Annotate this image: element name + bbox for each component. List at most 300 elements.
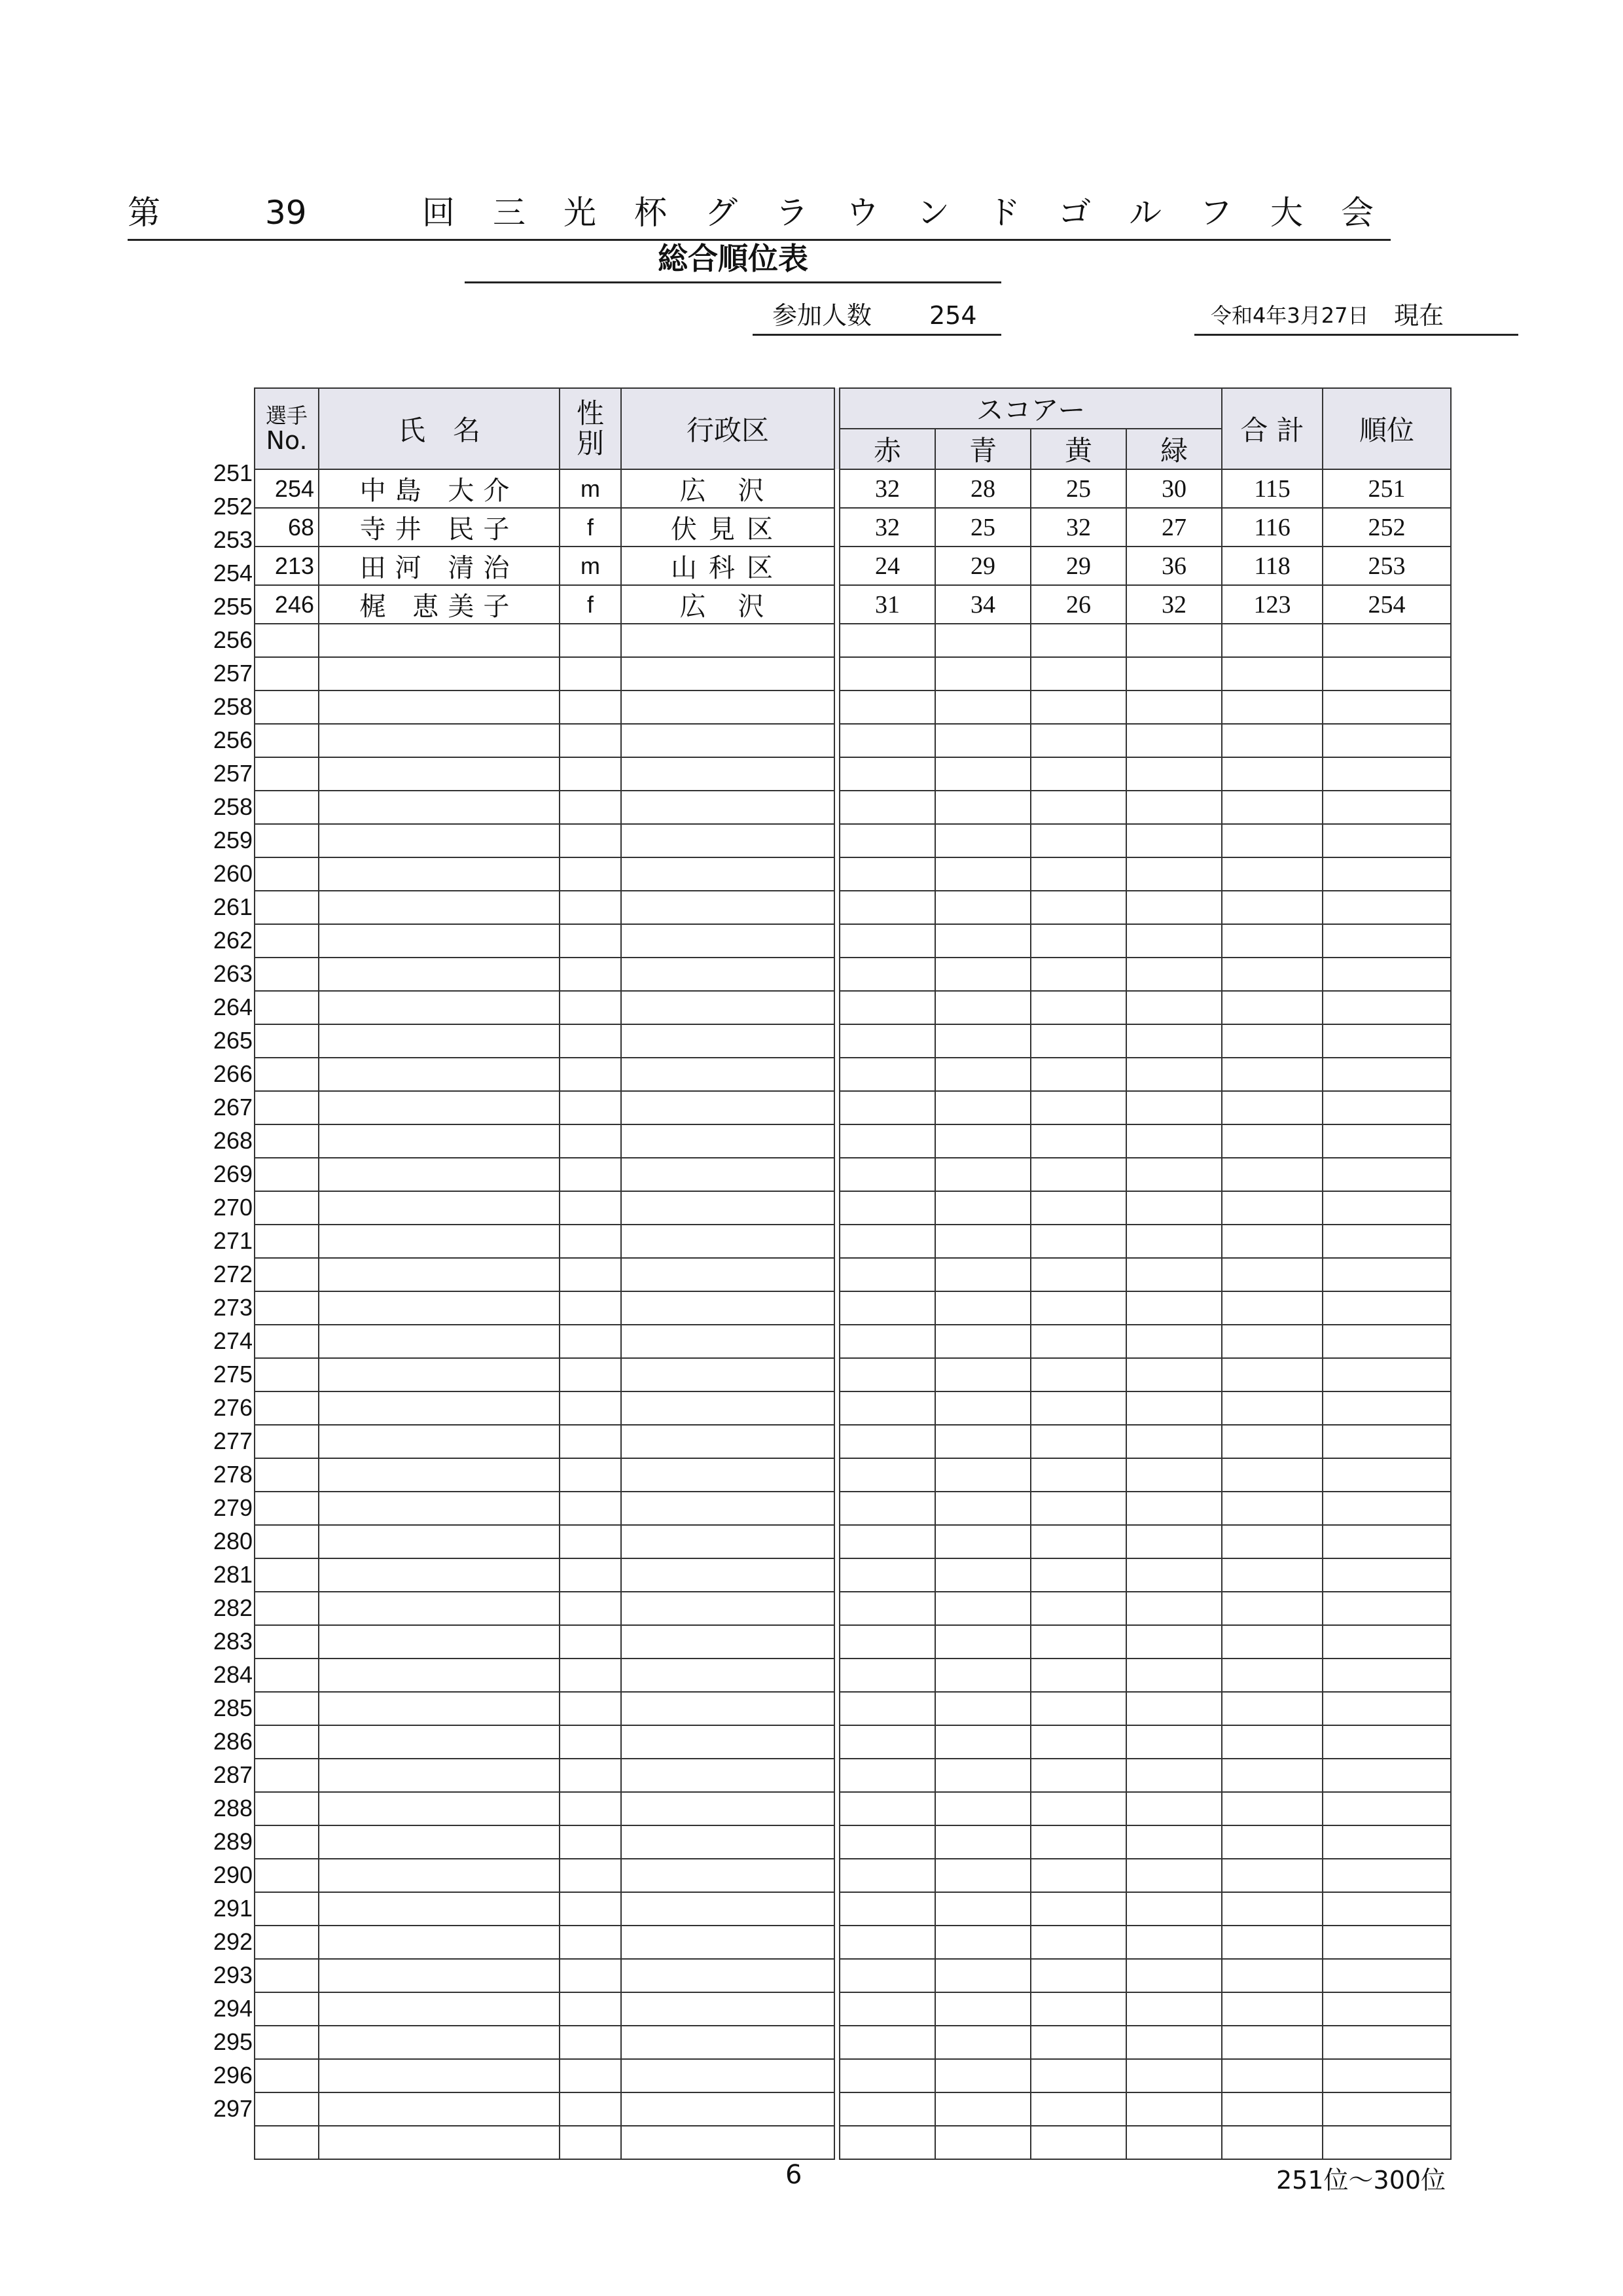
- cell-name: [319, 1659, 560, 1692]
- participants-label: 参加人数: [772, 301, 872, 330]
- row-number: 251: [213, 459, 253, 486]
- column-gap: [834, 469, 840, 508]
- column-gap: [834, 857, 840, 891]
- cell-total: [1222, 1492, 1323, 1525]
- row-number: 253: [213, 526, 253, 553]
- cell-total: [1222, 1558, 1323, 1592]
- table-row: [255, 1959, 1451, 1992]
- column-gap: [834, 657, 840, 691]
- table-row: [255, 824, 1451, 857]
- cell-red: [840, 1759, 935, 1792]
- cell-blue: [935, 1959, 1031, 1992]
- cell-rank: [1323, 1458, 1451, 1492]
- cell-blue: [935, 1992, 1031, 2026]
- cell-rank: 251: [1323, 469, 1451, 508]
- cell-name: [319, 1291, 560, 1325]
- cell-rank: [1323, 1926, 1451, 1959]
- cell-rank: [1323, 1692, 1451, 1725]
- row-number: 284: [213, 1661, 253, 1688]
- cell-player-no: [255, 1625, 319, 1659]
- cell-yellow: 25: [1031, 469, 1126, 508]
- cell-name: [319, 1792, 560, 1825]
- table-row: [255, 2092, 1451, 2126]
- cell-sex: m: [560, 547, 621, 585]
- cell-yellow: [1031, 624, 1126, 657]
- table-row: [255, 1592, 1451, 1625]
- cell-player-no: [255, 1458, 319, 1492]
- cell-blue: [935, 1792, 1031, 1825]
- cell-sex: [560, 1425, 621, 1458]
- ranking-table-body: [255, 469, 1451, 2159]
- participants-count-box: [753, 298, 1001, 336]
- cell-rank: 253: [1323, 547, 1451, 585]
- cell-player-no: 68: [255, 508, 319, 547]
- cell-player-no: [255, 724, 319, 757]
- cell-district: [621, 1058, 834, 1091]
- cell-name: [319, 624, 560, 657]
- cell-name: [319, 1091, 560, 1124]
- cell-red: 32: [840, 469, 935, 508]
- date-suffix: 現在: [1394, 301, 1444, 330]
- cell-red: [840, 1358, 935, 1391]
- cell-name: [319, 1959, 560, 1992]
- column-gap: [834, 624, 840, 657]
- cell-green: [1126, 1725, 1222, 1759]
- cell-rank: 254: [1323, 585, 1451, 624]
- cell-name: [319, 1692, 560, 1725]
- header-red: 赤: [840, 429, 935, 469]
- cell-blue: [935, 1825, 1031, 1859]
- cell-district: [621, 1091, 834, 1124]
- cell-yellow: [1031, 1825, 1126, 1859]
- cell-player-no: 254: [255, 469, 319, 508]
- cell-rank: [1323, 1558, 1451, 1592]
- cell-rank: [1323, 1391, 1451, 1425]
- cell-total: [1222, 724, 1323, 757]
- table-row: [255, 1525, 1451, 1558]
- cell-blue: [935, 1124, 1031, 1158]
- row-number: 269: [213, 1160, 253, 1187]
- cell-sex: [560, 1859, 621, 1892]
- cell-total: 118: [1222, 547, 1323, 585]
- cell-name: [319, 757, 560, 791]
- cell-district: [621, 857, 834, 891]
- cell-blue: [935, 924, 1031, 958]
- cell-total: [1222, 1291, 1323, 1325]
- column-gap: [834, 1191, 840, 1225]
- cell-sex: [560, 791, 621, 824]
- cell-player-no: [255, 657, 319, 691]
- cell-sex: [560, 1358, 621, 1391]
- row-number: 291: [213, 1895, 253, 1922]
- cell-name: [319, 1458, 560, 1492]
- cell-name: 寺井 民子: [319, 508, 560, 547]
- title-char: ラ: [776, 194, 808, 232]
- cell-sex: [560, 924, 621, 958]
- cell-green: [1126, 1291, 1222, 1325]
- cell-total: [1222, 1725, 1323, 1759]
- cell-sex: [560, 958, 621, 991]
- cell-total: [1222, 1959, 1323, 1992]
- cell-red: [840, 1558, 935, 1592]
- column-gap: [834, 2126, 840, 2159]
- column-gap: [834, 1291, 840, 1325]
- table-row: [255, 1058, 1451, 1091]
- title-number: 39: [265, 194, 307, 232]
- cell-red: [840, 1425, 935, 1458]
- cell-red: 24: [840, 547, 935, 585]
- header-sex: 性 別: [560, 388, 621, 469]
- cell-red: [840, 1625, 935, 1659]
- table-row: [255, 1158, 1451, 1191]
- table-row: [255, 2059, 1451, 2092]
- cell-sex: [560, 757, 621, 791]
- cell-total: [1222, 1258, 1323, 1291]
- title-char: 回: [422, 194, 455, 232]
- column-gap: [834, 1892, 840, 1926]
- cell-sex: [560, 1525, 621, 1558]
- cell-player-no: [255, 1358, 319, 1391]
- table-row: [255, 891, 1451, 924]
- cell-district: [621, 624, 834, 657]
- cell-sex: [560, 1258, 621, 1291]
- cell-yellow: [1031, 1425, 1126, 1458]
- cell-rank: [1323, 1825, 1451, 1859]
- cell-yellow: 29: [1031, 547, 1126, 585]
- cell-player-no: [255, 1959, 319, 1992]
- cell-district: [621, 1558, 834, 1592]
- cell-player-no: [255, 2059, 319, 2092]
- cell-sex: [560, 1825, 621, 1859]
- row-number: 296: [213, 2062, 253, 2089]
- header-player-no: 選手 No.: [255, 388, 319, 469]
- cell-district: [621, 1625, 834, 1659]
- column-gap: [834, 508, 840, 547]
- table-row: [255, 2126, 1451, 2159]
- cell-blue: [935, 1391, 1031, 1425]
- column-gap: [834, 547, 840, 585]
- cell-red: [840, 1592, 935, 1625]
- cell-district: [621, 891, 834, 924]
- cell-rank: [1323, 958, 1451, 991]
- cell-red: [840, 1992, 935, 2026]
- cell-player-no: [255, 857, 319, 891]
- cell-name: [319, 824, 560, 857]
- table-row: [255, 1692, 1451, 1725]
- table-row: [255, 1825, 1451, 1859]
- cell-district: [621, 1425, 834, 1458]
- cell-player-no: [255, 2026, 319, 2059]
- cell-player-no: [255, 1191, 319, 1225]
- cell-district: [621, 924, 834, 958]
- cell-total: [1222, 1859, 1323, 1892]
- cell-total: 116: [1222, 508, 1323, 547]
- table-row: [255, 1258, 1451, 1291]
- cell-player-no: [255, 1592, 319, 1625]
- cell-rank: [1323, 2126, 1451, 2159]
- title-char: 三: [493, 194, 526, 232]
- table-row: [255, 924, 1451, 958]
- cell-total: [1222, 924, 1323, 958]
- row-number: 293: [213, 1962, 253, 1988]
- cell-district: [621, 1692, 834, 1725]
- table-row: [255, 1759, 1451, 1792]
- cell-green: [1126, 1358, 1222, 1391]
- cell-district: [621, 1358, 834, 1391]
- cell-district: [621, 791, 834, 824]
- cell-sex: [560, 1325, 621, 1358]
- cell-red: [840, 2026, 935, 2059]
- cell-blue: [935, 2026, 1031, 2059]
- table-row: [255, 624, 1451, 657]
- cell-name: [319, 958, 560, 991]
- cell-blue: [935, 958, 1031, 991]
- cell-rank: [1323, 1191, 1451, 1225]
- row-number: 270: [213, 1194, 253, 1221]
- row-number: 282: [213, 1594, 253, 1621]
- cell-player-no: [255, 757, 319, 791]
- cell-green: [1126, 1926, 1222, 1959]
- cell-district: [621, 1992, 834, 2026]
- cell-green: [1126, 1525, 1222, 1558]
- cell-red: [840, 624, 935, 657]
- cell-player-no: [255, 1492, 319, 1525]
- cell-yellow: [1031, 1959, 1126, 1992]
- cell-red: [840, 857, 935, 891]
- cell-district: [621, 1659, 834, 1692]
- table-row: [255, 724, 1451, 757]
- page-range: 251位～300位: [1276, 2166, 1446, 2195]
- cell-red: [840, 2126, 935, 2159]
- row-number: 265: [213, 1027, 253, 1054]
- table-row: [255, 757, 1451, 791]
- column-gap: [834, 1358, 840, 1391]
- cell-sex: [560, 824, 621, 857]
- cell-total: [1222, 624, 1323, 657]
- row-number: 267: [213, 1094, 253, 1121]
- cell-blue: [935, 724, 1031, 757]
- cell-sex: f: [560, 585, 621, 624]
- cell-total: [1222, 1458, 1323, 1492]
- cell-yellow: [1031, 1258, 1126, 1291]
- cell-blue: [935, 1358, 1031, 1391]
- cell-district: [621, 1759, 834, 1792]
- cell-sex: [560, 1024, 621, 1058]
- cell-yellow: [1031, 824, 1126, 857]
- cell-red: [840, 757, 935, 791]
- cell-rank: [1323, 891, 1451, 924]
- title-char: ウ: [846, 194, 879, 232]
- cell-player-no: [255, 1892, 319, 1926]
- cell-total: [1222, 1625, 1323, 1659]
- cell-player-no: [255, 2126, 319, 2159]
- cell-blue: 28: [935, 469, 1031, 508]
- cell-total: [1222, 1692, 1323, 1725]
- cell-red: [840, 791, 935, 824]
- cell-green: [1126, 824, 1222, 857]
- cell-blue: [935, 2126, 1031, 2159]
- cell-green: [1126, 1492, 1222, 1525]
- cell-green: [1126, 1458, 1222, 1492]
- cell-yellow: [1031, 1692, 1126, 1725]
- cell-yellow: [1031, 1625, 1126, 1659]
- cell-sex: [560, 1225, 621, 1258]
- title-char: ン: [917, 194, 950, 232]
- row-number: 283: [213, 1628, 253, 1655]
- cell-blue: [935, 1692, 1031, 1725]
- row-number: 288: [213, 1795, 253, 1821]
- cell-name: [319, 1058, 560, 1091]
- cell-green: [1126, 1091, 1222, 1124]
- row-number: 258: [213, 793, 253, 820]
- table-row: [255, 2026, 1451, 2059]
- cell-name: [319, 1492, 560, 1525]
- cell-green: [1126, 1024, 1222, 1058]
- cell-red: [840, 891, 935, 924]
- table-row: [255, 1492, 1451, 1525]
- cell-district: [621, 2059, 834, 2092]
- header-name: 氏 名: [319, 388, 560, 469]
- ranking-table: [254, 387, 1452, 2160]
- cell-red: [840, 1725, 935, 1759]
- cell-green: [1126, 2059, 1222, 2092]
- cell-yellow: [1031, 2126, 1126, 2159]
- cell-yellow: [1031, 724, 1126, 757]
- column-gap: [834, 1492, 840, 1525]
- cell-total: [1222, 2059, 1323, 2092]
- cell-sex: [560, 691, 621, 724]
- cell-green: [1126, 1425, 1222, 1458]
- cell-district: [621, 1525, 834, 1558]
- cell-blue: [935, 1225, 1031, 1258]
- row-number: 287: [213, 1761, 253, 1788]
- cell-green: [1126, 1792, 1222, 1825]
- cell-red: [840, 1191, 935, 1225]
- cell-sex: [560, 2059, 621, 2092]
- cell-sex: [560, 857, 621, 891]
- cell-red: [840, 1124, 935, 1158]
- row-number: 256: [213, 626, 253, 653]
- cell-district: [621, 1892, 834, 1926]
- table-row: [255, 657, 1451, 691]
- cell-sex: [560, 1759, 621, 1792]
- cell-rank: [1323, 924, 1451, 958]
- table-row: [255, 547, 1451, 585]
- cell-total: [1222, 1391, 1323, 1425]
- header-score: スコアー: [840, 388, 1222, 429]
- cell-name: [319, 1258, 560, 1291]
- cell-total: [1222, 1325, 1323, 1358]
- row-number: 261: [213, 893, 253, 920]
- cell-total: 123: [1222, 585, 1323, 624]
- cell-yellow: [1031, 657, 1126, 691]
- cell-district: [621, 1725, 834, 1759]
- table-row: [255, 1458, 1451, 1492]
- cell-sex: [560, 1158, 621, 1191]
- title-char: ゴ: [1058, 194, 1091, 232]
- cell-name: 田河 清治: [319, 547, 560, 585]
- table-row: [255, 1625, 1451, 1659]
- cell-yellow: [1031, 2092, 1126, 2126]
- cell-total: [1222, 1091, 1323, 1124]
- title-char: グ: [705, 194, 738, 232]
- cell-rank: [1323, 2059, 1451, 2092]
- cell-red: [840, 924, 935, 958]
- cell-blue: [935, 1291, 1031, 1325]
- cell-yellow: [1031, 757, 1126, 791]
- row-number: 289: [213, 1828, 253, 1855]
- cell-yellow: [1031, 1191, 1126, 1225]
- cell-red: [840, 724, 935, 757]
- column-gap: [834, 958, 840, 991]
- cell-blue: 34: [935, 585, 1031, 624]
- cell-name: [319, 1859, 560, 1892]
- column-gap: [834, 1091, 840, 1124]
- cell-name: [319, 1759, 560, 1792]
- cell-blue: [935, 2092, 1031, 2126]
- cell-name: [319, 657, 560, 691]
- cell-rank: [1323, 857, 1451, 891]
- cell-yellow: [1031, 691, 1126, 724]
- row-number: 286: [213, 1728, 253, 1755]
- table-row: [255, 1091, 1451, 1124]
- cell-rank: [1323, 1325, 1451, 1358]
- cell-blue: [935, 1659, 1031, 1692]
- cell-sex: [560, 991, 621, 1024]
- cell-yellow: [1031, 1024, 1126, 1058]
- column-gap: [834, 1525, 840, 1558]
- column-gap: [834, 1225, 840, 1258]
- cell-total: [1222, 2092, 1323, 2126]
- column-gap: [834, 1024, 840, 1058]
- cell-player-no: [255, 1158, 319, 1191]
- column-gap: [834, 891, 840, 924]
- cell-district: 広 沢: [621, 469, 834, 508]
- cell-player-no: [255, 2092, 319, 2126]
- cell-red: [840, 2092, 935, 2126]
- cell-district: 山科区: [621, 547, 834, 585]
- cell-yellow: [1031, 1558, 1126, 1592]
- row-number: 273: [213, 1294, 253, 1321]
- cell-green: [1126, 1592, 1222, 1625]
- cell-player-no: [255, 1325, 319, 1358]
- title-char: 大: [1270, 194, 1303, 232]
- cell-blue: [935, 791, 1031, 824]
- column-gap: [834, 2059, 840, 2092]
- column-gap: [834, 1859, 840, 1892]
- row-number: 259: [213, 827, 253, 853]
- cell-name: [319, 2059, 560, 2092]
- cell-player-no: [255, 891, 319, 924]
- cell-green: [1126, 924, 1222, 958]
- cell-green: [1126, 691, 1222, 724]
- cell-rank: [1323, 1291, 1451, 1325]
- cell-district: [621, 1959, 834, 1992]
- cell-player-no: [255, 1926, 319, 1959]
- cell-player-no: 213: [255, 547, 319, 585]
- cell-red: [840, 1291, 935, 1325]
- cell-name: [319, 891, 560, 924]
- cell-red: [840, 657, 935, 691]
- cell-sex: [560, 1492, 621, 1525]
- table-row: [255, 958, 1451, 991]
- column-gap: [834, 791, 840, 824]
- cell-red: [840, 691, 935, 724]
- table-row: [255, 1024, 1451, 1058]
- cell-sex: [560, 2092, 621, 2126]
- cell-total: [1222, 1992, 1323, 2026]
- cell-player-no: [255, 1225, 319, 1258]
